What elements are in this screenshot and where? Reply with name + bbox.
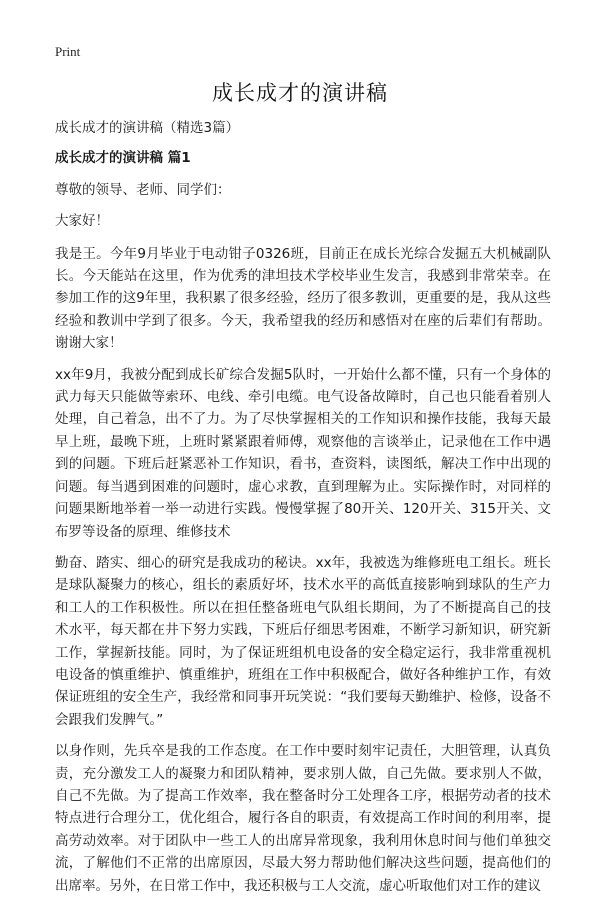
paragraph: 以身作则，先兵卒是我的工作态度。在工作中要时刻牢记责任，大胆管理，认真负责，充分激发工人的凝聚力和团队精神，要求别人做，自己先做。要求别人不做，自己不先做。为了提高工作效率，我在整备时分工处理各工序，根据劳动者的技术特点进行合理分工，优化组合，履行各自的职责，有效提高工作时间的利用率，提高劳动效率。对于团队中一些工人的出席异常现象，我利用休息时间与他们单独交流，了解他们不正常的出席原因，尽最大努力帮助他们解决这些问题，提高他们的出席率。另外，在日常工作中，我还积极与工人交流，虚心听取他们对工作的建议 <box>55 743 551 894</box>
greeting: 大家好！ <box>55 213 109 230</box>
section-heading: 成长成才的演讲稿 篇1 <box>55 150 191 167</box>
salutation: 尊敬的领导、老师、同学们： <box>55 181 231 198</box>
document-subtitle: 成长成才的演讲稿（精选3篇） <box>55 120 240 136</box>
paragraph: xx年9月，我被分配到成长矿综合发掘5队时，一开始什么都不懂，只有一个身体的武力每天只能做等索环、电线、牵引电缆。电气设备故障时，自己也只能看着别人处理，自己着急，出不了力。为了尽快掌握相关的工作知识和操作技能，我每天最早上班，最晚下班，上班时紧紧跟着师傅，观察他的言谈举止，记录他在工作中遇到的问题。下班后赶紧恶补工作知识，看书，查资料，读图纸，解决工作中出现的问题。每当遇到困难的问题时，虚心求教，直到理解为止。实际操作时，对同样的问题果断地举着一举一动进行实践。慢慢掌握了80开关、120开关、315开关、文布罗等设备的原理、维修技术 <box>55 366 551 540</box>
paragraph: 勤奋、踏实、细心的研究是我成功的秘诀。xx年，我被选为维修班电工组长。班长是球队凝聚力的核心，组长的素质好坏，技术水平的高低直接影响到球队的生产力和工人的工作积极性。所以在担任整备班电气队组长期间，为了不断提高自己的技术水平，每天都在井下努力实践，下班后仔细思考困难，不断学习新知识，研究新工作，掌握新技能。同时，为了保证班组机电设备的安全稳定运行，我非常重视机电设备的慎重维护、慎重维护，班组在工作中积极配合，做好各种维护工作，有效保证班组的安全生产，我经常和同事开玩笑说：“我们要每天勤维护、检修，设备不会跟我们发脾气。” <box>55 554 551 728</box>
page-title: 成长成才的演讲稿 <box>212 81 388 105</box>
print-label: Print <box>55 44 81 59</box>
paragraph: 我是王。今年9月毕业于电动钳子0326班，目前正在成长光综合发掘五大机械副队长。今天能站在这里，作为优秀的津坦技术学校毕业生发言，我感到非常荣幸。在参加工作的这9年里，我积累了很多经验，经历了很多教训，更重要的是，我从这些经验和教训中学到了很多。今天，我希望我的经历和感悟对在座的后辈们有帮助。谢谢大家！ <box>55 245 551 352</box>
document-body <box>55 117 551 906</box>
